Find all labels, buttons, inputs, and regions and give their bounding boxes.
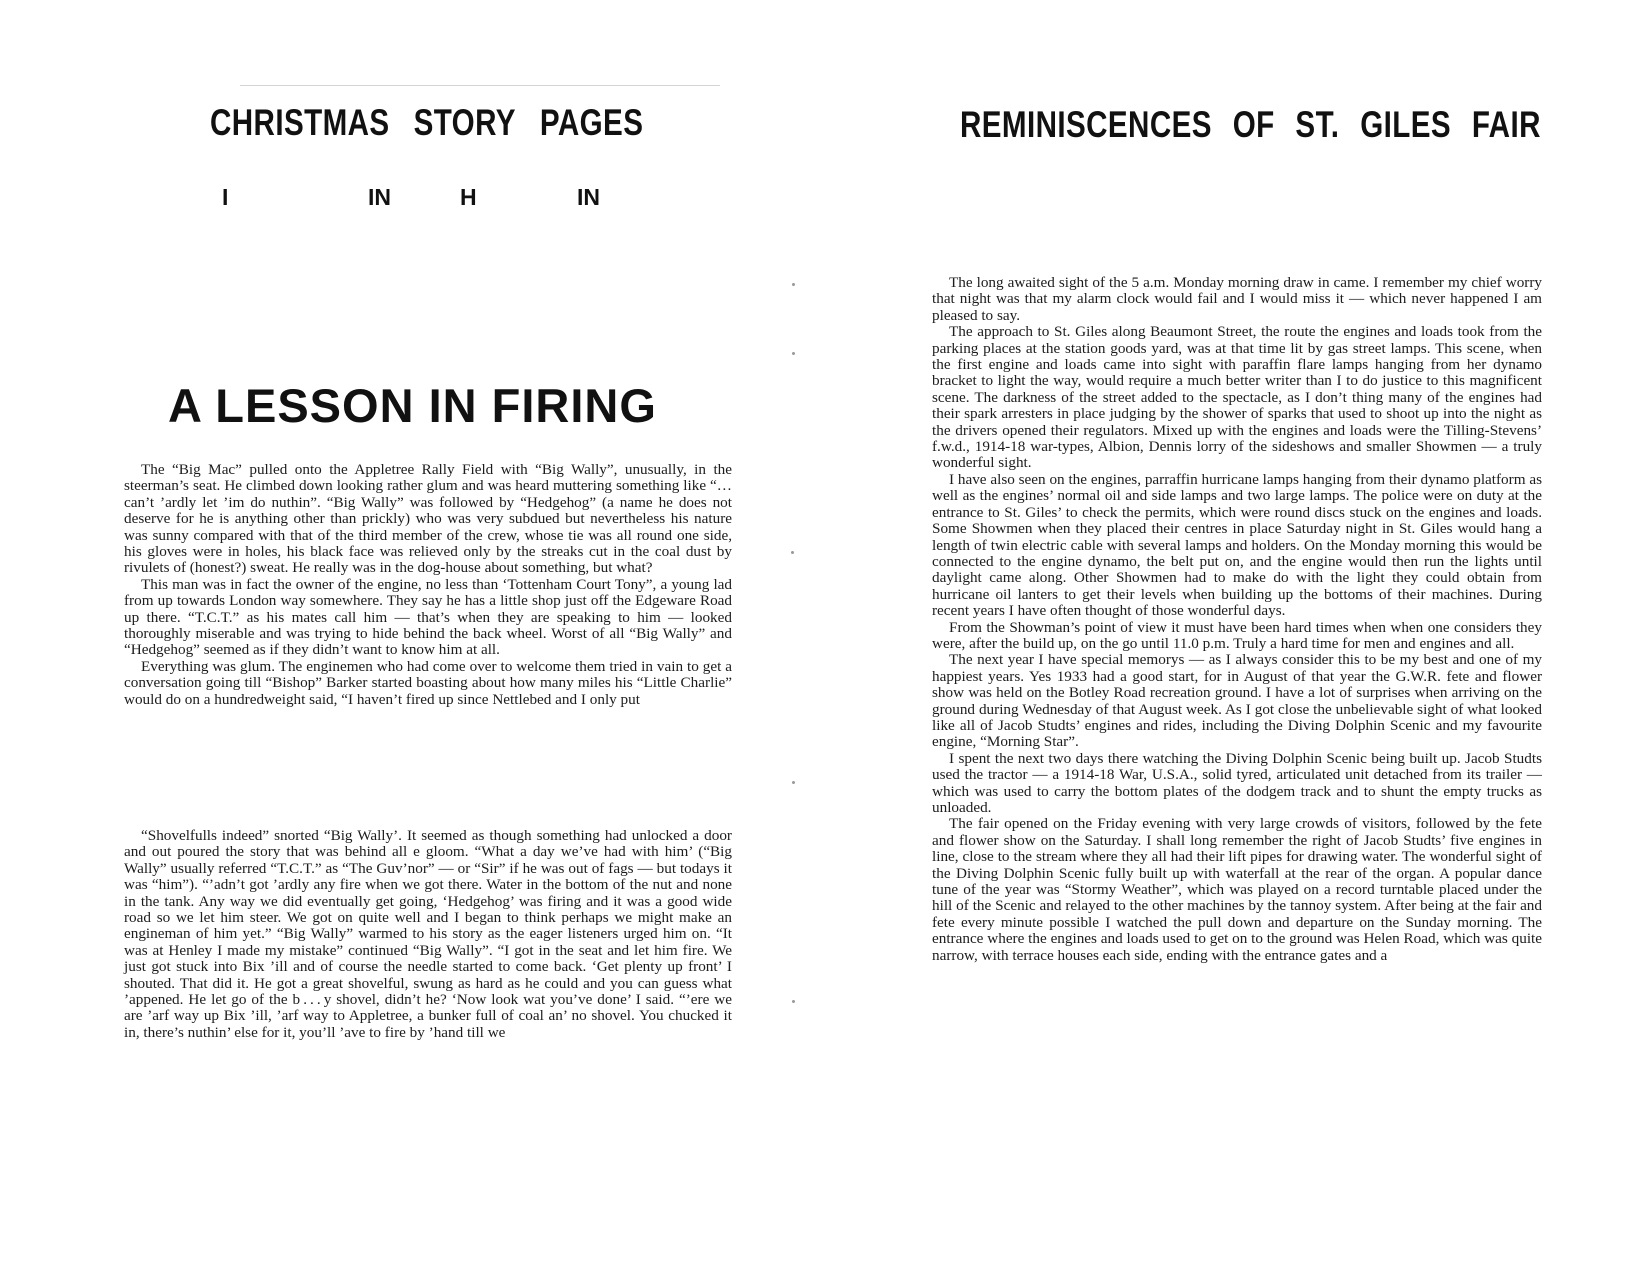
margin-mark <box>792 1000 795 1003</box>
subheading-fragment: IN <box>577 184 600 210</box>
story-text-part1 <box>124 462 732 708</box>
paragraph: I spent the next two days there watching the Diving Dolphin Scenic being built up. Jacob Studts used the tractor — a 1914-18 War, U.S.A., solid tyred, articulated unit detached from its trailer — which was used to carry the bottom plates of the dodgem track and to shunt the empty trucks as unloaded. <box>932 749 1542 816</box>
top-rule <box>240 85 720 86</box>
left-page <box>0 0 820 1277</box>
paragraph: The approach to St. Giles along Beaumont Street, the route the engines and loads took from the parking places at the station goods yard, was at that time lit by gas street lamps. This scene, when the first engine and loads came into sight with paraffin flare lamps hanging from her dynamo bracket to light the way, would require a much better writer than I to do justice to this magnificent scene. The darkness of the street added to the spectacle, as I don’t thing many of the engines had their spark arresters in place judging by the shower of sparks that used to shoot up into the night as the drivers opened their regulators. Mixed up with the engines and loads were the Tilling-Stevens’ f.w.d., 1914-18 war-types, Albion, Dennis lorry of the sideshows and smaller Showmen — a truly wonderful sight. <box>932 323 1542 472</box>
subheading-fragment: H <box>460 184 477 210</box>
right-page <box>820 0 1647 1277</box>
subheading-fragment: I <box>222 184 229 210</box>
header-word: STORY <box>413 102 516 143</box>
paragraph: Everything was glum. The enginemen who had come over to welcome them tried in vain to get a conversation going till “Bishop” Barker started boasting about how many miles his “Little Charlie” would do on a hundredweight said, “I haven’t fired up since Nettlebed and I only put <box>124 657 732 708</box>
margin-mark <box>791 551 794 554</box>
margin-mark <box>792 352 795 355</box>
margin-mark <box>792 781 795 784</box>
margin-mark <box>792 283 795 286</box>
paragraph: From the Showman’s point of view it must have been hard times when when one considers they were, after the build up, on the go until 11.0 p.m. Truly a hard time for men and engines and all. <box>932 618 1542 652</box>
paragraph: “Shovelfulls indeed” snorted “Big Wally’. It seemed as though something had unlocked a door and out poured the story that was behind all e gloom. “What a day we’ve had with him’ (“Big Wally” usually referred “T.C.T.” as “The Guv’nor” — or “Sir” if he was out of fags — but todays it was “him”). “’adn’t got ’ardly any fire when we got there. Water in the bottom of the nut and none in the tank. Any way we did eventually get going, ‘Hedgehog’ was firing and it was a good wide road so we let him steer. We got on quite well and I began to think perhaps we might make an engineman of him yet.” “Big Wally” warmed to his story as the eager listeners urged him on. “It was at Henley I made my mistake” continued “Big Wally”. “I got in the seat and let him fire. We just got stuck into Bix ’ill and of course the needle started to come back. ‘Get plenty up front’ I shouted. That did it. He got a great shovelful, swung as hard as he could and you can guess what ’appened. He let go of the b . . . y shovel, didn’t he? ‘Now look wat you’ve done’ I said. “’ere we are ’arf way up Bix ’ill, ’arf way to Appletree, a bunker full of coal an’ no shovel. You chucked it in, there’s nuthin’ else for it, you’ll ’ave to fire by ’hand till we <box>124 827 732 1041</box>
header-word: GILES <box>1360 104 1452 145</box>
header-word: OF <box>1232 104 1275 145</box>
header-word: PAGES <box>539 102 644 143</box>
article-text <box>932 275 1542 964</box>
header-word: CHRISTMAS <box>210 102 390 143</box>
story-text-part2 <box>124 828 732 1041</box>
left-page-header <box>210 104 643 141</box>
header-word: REMINISCENCES <box>960 104 1212 145</box>
paragraph: The next year I have special memorys — as I always consider this to be my best and one of my happiest years. Yes 1933 had a good start, for in August of that year the G.W.R. fete and flower show was held on the Botley Road recreation ground. I have a lot of surprises when arriving on the ground during Wednesday of that August week. As I got close the unbelievable sight of what looked like all of Jacob Studts’ engines and rides, including the Diving Dolphin Scenic and my favourite engine, “Morning Star”. <box>932 651 1542 751</box>
right-page-header <box>960 106 1541 143</box>
paragraph: The “Big Mac” pulled onto the Appletree Rally Field with “Big Wally”, unusually, in the steerman’s seat. He climbed down looking rather glum and was heard muttering something like “… can’t ’ardly let ’im do nuthin”. “Big Wally” was followed by “Hedgehog” (a name he does not deserve for he is anything other than prickly) who was very subdued but nevertheless his nature was sunny compared with that of the third member of the crew, whose tie was all round one side, his gloves were in holes, his black face was relieved only by the streaks cut in the coal dust by rivulets of (honest?) sweat. He really was in the dog-house about something, but what? <box>124 461 732 577</box>
paragraph: I have also seen on the engines, parraffin hurricane lamps hanging from their dynamo platform as well as the engines’ normal oil and side lamps and two large lamps. The police were on duty at the entrance to St. Giles’ to check the permits, which were round discs stuck on the engines and loads. Some Showmen when they placed their centres in place Saturday night in St. Giles would hang a length of twin electric cable with several lamps and holders. On the Monday morning this would be connected to the engine dynamo, the belt put on, and the engine would then run the lights until daylight came along. Other Showmen had to make do with the light they could obtain from hurricane oil lanters to get their levels when building up the bottoms of their machines. During recent years I have often thought of those wonderful days. <box>932 470 1542 620</box>
paragraph: This man was in fact the owner of the engine, no less than ‘Tottenham Court Tony”, a young lad from up towards London way somewhere. They say he has a little shop just off the Edgeware Road up there. “T.C.T.” as his mates call him — that’s when they are speaking to him — looked thoroughly miserable and was trying to hide behind the back wheel. Worst of all “Big Wally” and “Hedgehog” seemed as if they didn’t want to know him at all. <box>124 575 732 659</box>
paragraph: The long awaited sight of the 5 a.m. Monday morning draw in came. I remember my chief worry that night was that my alarm clock would fail and I would miss it — which never happened I am pleased to say. <box>932 274 1542 324</box>
subheading-fragment: IN <box>368 184 391 210</box>
header-word: FAIR <box>1471 104 1541 145</box>
story-title: A LESSON IN FIRING <box>168 379 657 432</box>
header-word: ST. <box>1295 104 1340 145</box>
paragraph: The fair opened on the Friday evening with very large crowds of visitors, followed by the fete and flower show on the Saturday. I shall long remember the right of Jacob Studts’ five engines in line, close to the stream where they all had their lift pipes for drawing water. The wonderful sight of the Diving Dolphin Scenic fully built up with waterfall at the rear of the organ. A popular dance tune of the year was “Stormy Weather”, which was played on a record turntable placed under the hill of the Scenic and relayed to the other machines by the tannoy system. After being at the fair and fete every minute possible I watched the pull down and departure on the Sunday morning. The entrance where the engines and loads used to get on to the ground was Helen Road, which was quite narrow, with terrace houses each side, ending with the entrance gates and a <box>932 815 1542 964</box>
